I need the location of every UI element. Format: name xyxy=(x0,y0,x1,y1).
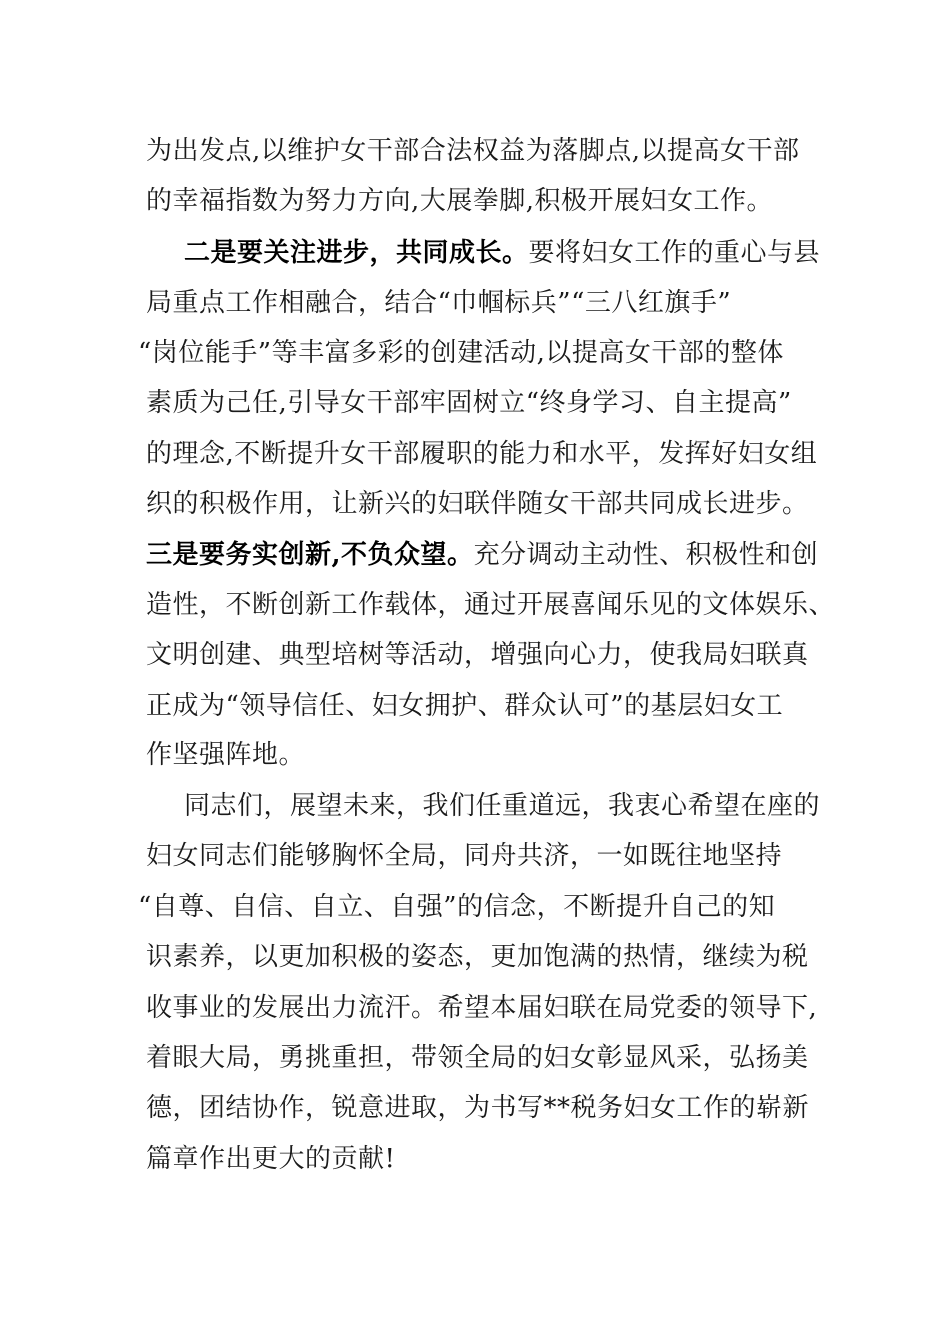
text-segment: “岗位能手”等丰富多彩的创建活动,以提高女干部的整体 xyxy=(138,338,784,368)
text-line xyxy=(146,937,816,977)
text-line xyxy=(146,383,816,423)
text-segment: 为出发点,以维护女干部合法权益为落脚点,以提高女干部 xyxy=(146,136,800,166)
text-line xyxy=(146,283,816,323)
text-line xyxy=(138,333,808,373)
text-segment: 同志们，展望未来，我们任重道远，我衷心希望在座的 xyxy=(184,791,821,821)
text-segment: 收事业的发展出力流汗。希望本届妇联在局党委的领导下, xyxy=(146,993,818,1023)
text-line xyxy=(146,686,816,726)
text-line xyxy=(146,1038,816,1078)
text-line xyxy=(146,434,816,474)
text-segment: 着眼大局，勇挑重担，带领全局的妇女彰显风采，弘扬美 xyxy=(146,1043,809,1073)
text-segment: 作坚强阵地。 xyxy=(146,740,306,770)
paragraph-two-first-line xyxy=(184,233,854,273)
text-segment: 识素养，以更加积极的姿态，更加饱满的热情，继续为税 xyxy=(146,942,809,972)
text-line xyxy=(146,181,816,221)
text-line xyxy=(146,585,836,625)
paragraph-heading: 三是要务实创新,不负众望。 xyxy=(146,540,474,570)
paragraph-heading: 二是要关注进步，共同成长。 xyxy=(184,238,529,268)
text-line xyxy=(146,635,816,675)
text-line xyxy=(146,988,816,1028)
text-segment: 妇女同志们能够胸怀全局，同舟共济，一如既往地坚持 xyxy=(146,841,783,871)
text-segment: 素质为己任,引导女干部牢固树立“终身学习、自主提高” xyxy=(146,388,792,418)
text-line xyxy=(138,887,808,927)
text-segment: 织的积极作用，让新兴的妇联伴随女干部共同成长进步。 xyxy=(146,489,809,519)
text-segment: 德，团结协作，锐意进取，为书写**税务妇女工作的崭新 xyxy=(146,1093,810,1123)
text-segment: 局重点工作相融合，结合“巾帼标兵”“三八红旗手” xyxy=(146,288,732,318)
closing-paragraph-first-line xyxy=(184,786,854,826)
text-segment: “自尊、自信、自立、自强”的信念，不断提升自己的知 xyxy=(138,892,776,922)
text-segment: 正成为“领导信任、妇女拥护、群众认可”的基层妇女工 xyxy=(146,691,784,721)
text-segment: 篇章作出更大的贡献! xyxy=(146,1144,396,1174)
text-segment: 文明创建、典型培树等活动，增强向心力，使我局妇联真 xyxy=(146,640,809,670)
text-line xyxy=(146,131,816,171)
text-segment: 的理念,不断提升女干部履职的能力和水平，发挥好妇女组 xyxy=(146,439,818,469)
text-line xyxy=(146,484,816,524)
paragraph-three-first-line xyxy=(146,535,819,575)
text-segment: 造性，不断创新工作载体，通过开展喜闻乐见的文体娱乐、 xyxy=(146,590,836,620)
text-line xyxy=(146,1088,816,1128)
text-segment: 要将妇女工作的重心与县 xyxy=(528,238,821,268)
text-line xyxy=(146,836,816,876)
text-segment: 充分调动主动性、积极性和创 xyxy=(473,540,819,570)
text-segment: 的幸福指数为努力方向,大展拳脚,积极开展妇女工作。 xyxy=(146,186,774,216)
text-line xyxy=(146,735,816,775)
text-line xyxy=(146,1139,816,1179)
